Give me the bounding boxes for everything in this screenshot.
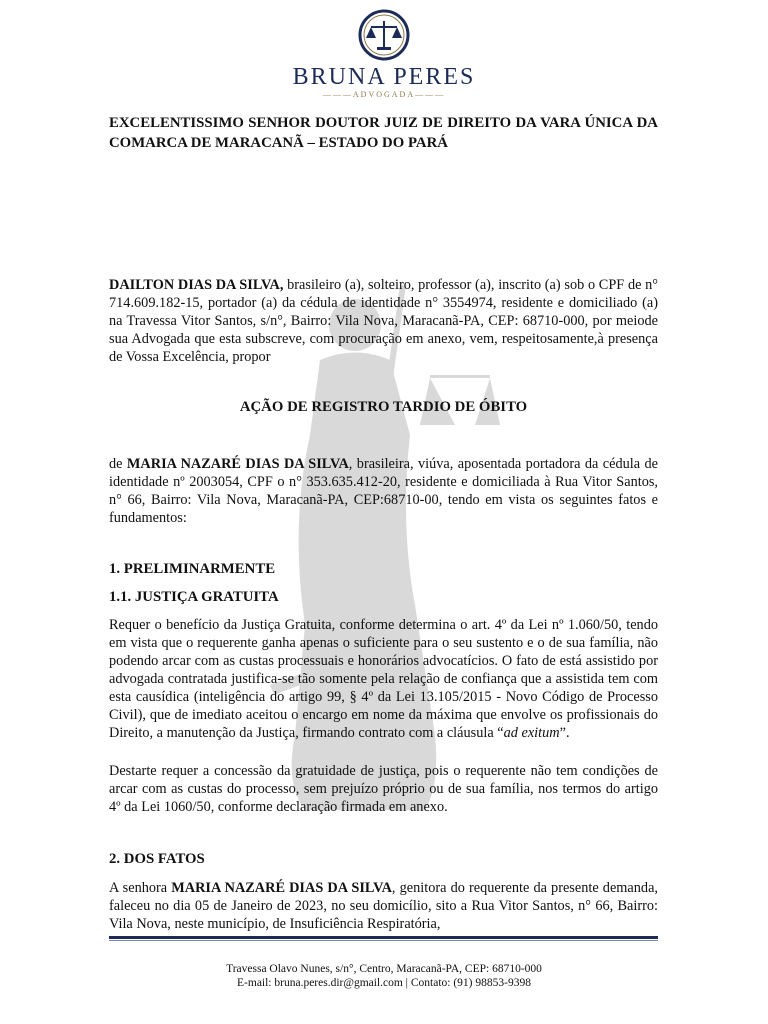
- section11-text: Requer o benefício da Justiça Gratuita, conforme determina o art. 4º da Lei nº 1.060/50, tendo em vista que o requerente ganha apenas o suficiente para o seu sustento e o de sua família, não podendo arcar com as custas processuais e honorários advocatícios. O fato de está assistido por advogada contratada justifica-se tão somente pela relação de confiança que a assistida tem com esta causídica (inteligência do artigo 99, § 4º da Lei 13.105/2015 - Novo Código de Processo Civil), que de imediato aceitou o encargo em nome da máxima que envolve os profissionais do Direito, a manutenção da Justiça, firmando contrato com a cláusula “: [109, 617, 658, 741]
- scales-of-justice-icon: [357, 8, 411, 62]
- section1-heading: 1. PRELIMINARMENTE: [109, 561, 276, 577]
- deceased-prefix: de: [109, 456, 127, 472]
- section2-text: , genitora do requerente da presente demanda, faleceu no dia 05 de Janeiro de 2023, no seu domicílio, sito a Rua Vitor Santos, n° 66, Bairro: Vila Nova, neste município, de Insuficiência Respiratória,: [109, 880, 658, 932]
- footer-address: Travessa Olavo Nunes, s/n°, Centro, Maracanã-PA, CEP: 68710-000: [226, 963, 542, 975]
- footer: [0, 962, 768, 990]
- section11-italic: ad exitum: [503, 725, 560, 741]
- section2-heading: 2. DOS FATOS: [109, 851, 205, 867]
- letterhead: [0, 8, 768, 100]
- footer-contact: E-mail: bruna.peres.dir@gmail.com | Contato: (91) 98853-9398: [237, 977, 531, 989]
- section11-heading: 1.1. JUSTIÇA GRATUITA: [109, 589, 279, 605]
- document-title: EXCELENTISSIMO SENHOR DOUTOR JUIZ DE DIREITO DA VARA ÚNICA DA COMARCA DE MARACANÃ – ESTADO DO PARÁ: [109, 115, 658, 151]
- deceased-paragraph: [109, 455, 658, 527]
- plaintiff-name: DAILTON DIAS DA SILVA,: [109, 277, 284, 293]
- deceased-name: MARIA NAZARÉ DIAS DA SILVA: [126, 456, 349, 472]
- footer-divider: [109, 936, 658, 939]
- plaintiff-text: brasileiro (a), solteiro, professor (a), inscrito (a) sob o CPF de n° 714.609.182-15, portador (a) da cédula de identidade n° 3554974, residente e domiciliado (a) na Travessa Vitor Santos, s/n°, Bairro: Vila Nova, Maracanã-PA, CEP: 68710-000, por meiode sua Advogada que esta subscreve, com procuração em anexo, vem, respeitosamente,à presença de Vossa Excelência, propor: [109, 277, 659, 365]
- brand-subtitle: ———ADVOGADA———: [322, 90, 446, 99]
- footer-divider-thin: [109, 940, 658, 941]
- action-title: AÇÃO DE REGISTRO TARDIO DE ÓBITO: [239, 399, 528, 415]
- section2-paragraph: [109, 879, 658, 933]
- section11-paragraph-2: Destarte requer a concessão da gratuidade de justiça, pois o requerente não tem condições de arcar com as custas do processo, sem prejuízo próprio ou de sua família, nos termos do artigo 4º da Lei 1060/50, conforme declaração firmada em anexo.: [109, 763, 658, 815]
- section2-prefix: A senhora: [109, 880, 172, 896]
- section11-paragraph: [109, 616, 658, 742]
- section11-end: ”.: [559, 725, 570, 741]
- section2-name: MARIA NAZARÉ DIAS DA SILVA: [171, 880, 392, 896]
- brand-name: BRUNA PERES: [292, 64, 476, 90]
- plaintiff-paragraph: [109, 276, 658, 366]
- deceased-text: , brasileira, viúva, aposentada portadora da cédula de identidade nº 2003054, CPF o n° 353.635.412-20, residente e domiciliada à Rua Vitor Santos, n° 66, Bairro: Vila Nova, Maracanã-PA, CEP:68710-00, tendo em vista os seguintes fatos e fundamentos:: [109, 456, 658, 526]
